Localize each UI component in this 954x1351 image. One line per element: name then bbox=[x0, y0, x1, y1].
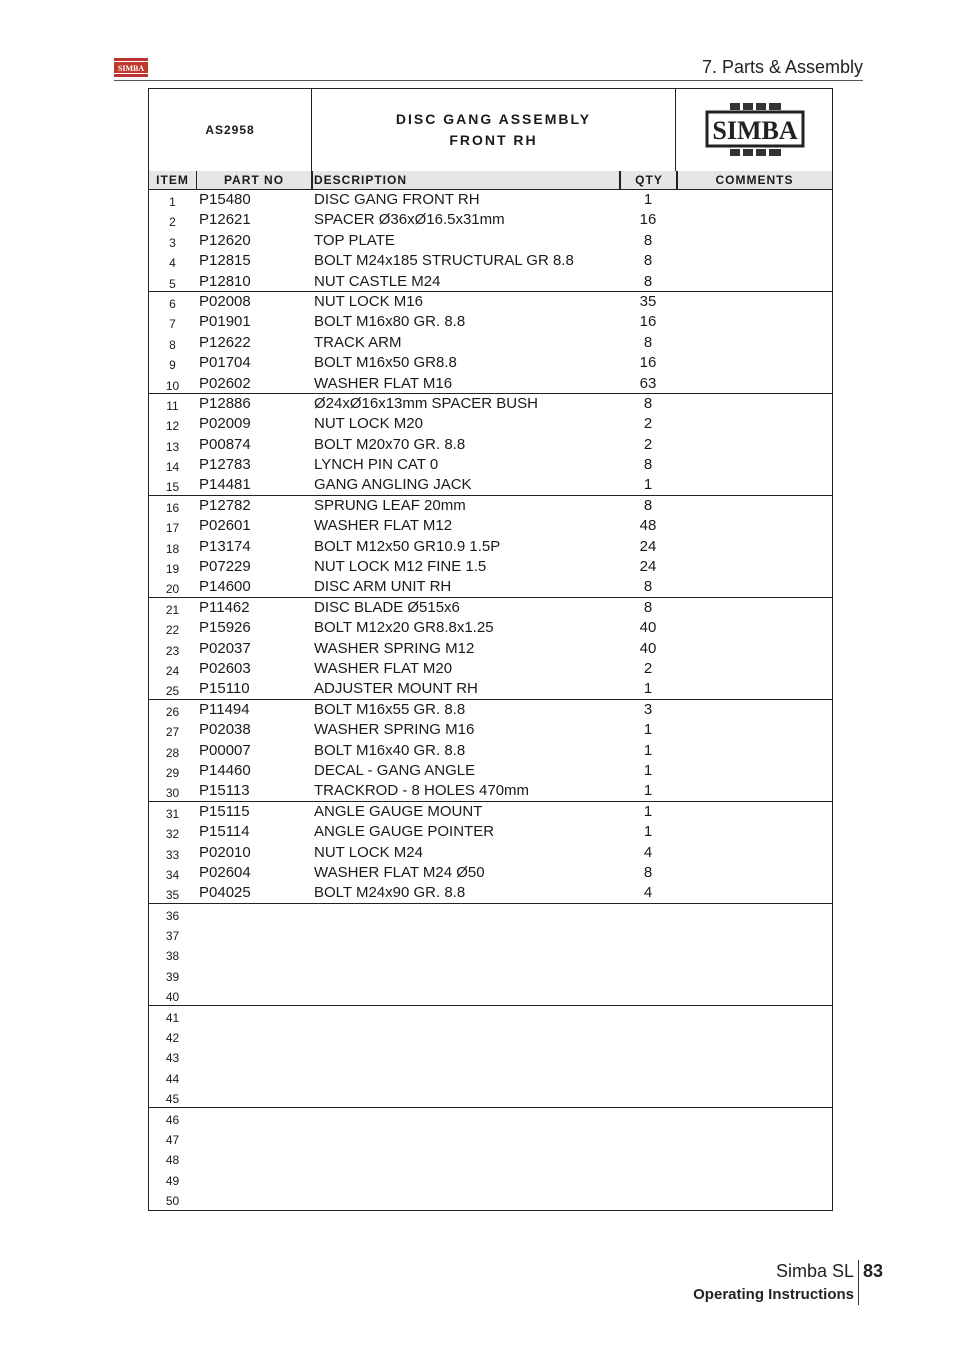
assembly-title-line1: DISC GANG ASSEMBLY bbox=[395, 111, 592, 127]
part-description: BOLT M12x50 GR10.9 1.5P bbox=[314, 537, 501, 555]
item-number: 33 bbox=[165, 847, 180, 862]
parts-sheet bbox=[148, 88, 833, 1211]
item-number: 45 bbox=[165, 1092, 180, 1107]
part-number: P12622 bbox=[199, 333, 251, 351]
part-number: P12815 bbox=[199, 252, 251, 270]
table-row bbox=[149, 904, 832, 924]
footer-divider bbox=[858, 1260, 859, 1305]
table-row bbox=[149, 190, 832, 210]
part-qty: 1 bbox=[643, 721, 653, 739]
header-logo-text: SIMBA bbox=[117, 64, 145, 73]
part-description: TRACK ARM bbox=[314, 333, 402, 351]
part-qty: 1 bbox=[643, 191, 653, 208]
title-block bbox=[149, 89, 832, 172]
table-row bbox=[149, 1169, 832, 1189]
part-number: P02602 bbox=[199, 374, 251, 392]
table-row bbox=[149, 802, 832, 822]
part-qty: 8 bbox=[643, 578, 653, 596]
table-row bbox=[149, 720, 832, 740]
item-number: 2 bbox=[169, 215, 176, 230]
part-number: P14460 bbox=[199, 761, 251, 779]
part-description: SPRUNG LEAF 20mm bbox=[314, 496, 466, 514]
simba-header-logo bbox=[114, 58, 148, 78]
part-qty: 8 bbox=[643, 252, 653, 270]
part-description: BOLT M16x55 GR. 8.8 bbox=[314, 700, 466, 718]
part-number: P02603 bbox=[199, 659, 251, 677]
table-row bbox=[149, 741, 832, 761]
part-description: WASHER FLAT M16 bbox=[314, 374, 453, 392]
part-qty: 24 bbox=[639, 537, 657, 555]
item-number: 32 bbox=[165, 827, 180, 842]
part-qty: 2 bbox=[643, 415, 653, 433]
item-number: 19 bbox=[165, 562, 180, 577]
item-number: 13 bbox=[165, 439, 180, 454]
item-number: 7 bbox=[169, 317, 176, 332]
qty-right-divider bbox=[676, 171, 677, 190]
part-qty: 3 bbox=[643, 700, 653, 718]
part-number: P11462 bbox=[199, 598, 250, 616]
table-row bbox=[149, 761, 832, 781]
item-number: 21 bbox=[165, 602, 180, 617]
item-number: 48 bbox=[165, 1153, 180, 1168]
part-number: P02009 bbox=[199, 415, 251, 433]
part-number: P02601 bbox=[199, 517, 251, 535]
assembly-title-line2: FRONT RH bbox=[449, 132, 538, 148]
part-number: P04025 bbox=[199, 884, 251, 902]
item-number: 1 bbox=[169, 195, 176, 209]
part-qty bbox=[620, 944, 676, 964]
table-row bbox=[149, 985, 832, 1005]
part-description: LYNCH PIN CAT 0 bbox=[314, 456, 439, 474]
table-row bbox=[149, 455, 832, 475]
table-row bbox=[149, 822, 832, 842]
table-row bbox=[149, 659, 832, 679]
part-number: P15115 bbox=[199, 802, 250, 820]
header-qty: QTY bbox=[620, 171, 678, 189]
part-description: BOLT M24x185 STRUCTURAL GR 8.8 bbox=[314, 252, 574, 270]
table-row bbox=[149, 679, 832, 699]
part-qty: 8 bbox=[643, 394, 653, 412]
item-number: 10 bbox=[165, 378, 180, 393]
footer-product-name: Simba SL bbox=[775, 1261, 854, 1281]
section-title: 7. Parts & Assembly bbox=[701, 57, 863, 77]
brand-logo-text: SIMBA bbox=[711, 116, 798, 145]
item-number: 12 bbox=[165, 419, 180, 434]
item-number: 6 bbox=[169, 296, 176, 311]
part-description: NUT LOCK M20 bbox=[314, 415, 423, 433]
part-number: P01901 bbox=[199, 313, 251, 331]
table-row bbox=[149, 475, 832, 495]
item-number: 25 bbox=[165, 684, 180, 699]
part-qty: 2 bbox=[643, 659, 653, 677]
part-description: DISC GANG FRONT RH bbox=[314, 191, 480, 208]
part-qty: 48 bbox=[639, 517, 657, 535]
header-description: DESCRIPTION bbox=[314, 173, 408, 187]
item-number: 14 bbox=[165, 460, 180, 475]
part-qty: 40 bbox=[639, 639, 657, 657]
item-number: 44 bbox=[165, 1071, 180, 1086]
part-description: WASHER FLAT M24 Ø50 bbox=[314, 863, 485, 881]
part-description: NUT LOCK M24 bbox=[314, 843, 423, 861]
item-number: 11 bbox=[166, 398, 179, 413]
part-qty: 1 bbox=[643, 782, 653, 800]
part-number: P11494 bbox=[199, 700, 250, 718]
table-row bbox=[149, 639, 832, 659]
part-qty bbox=[620, 1067, 676, 1087]
part-qty: 4 bbox=[643, 843, 653, 861]
part-description: WASHER FLAT M20 bbox=[314, 659, 453, 677]
part-number: P02038 bbox=[199, 721, 251, 739]
part-number: P15113 bbox=[199, 782, 250, 800]
item-column-divider bbox=[196, 171, 197, 190]
part-qty bbox=[620, 1128, 676, 1148]
item-number: 35 bbox=[165, 888, 180, 903]
part-qty bbox=[620, 1026, 676, 1046]
part-description: WASHER SPRING M12 bbox=[314, 639, 475, 657]
table-row bbox=[149, 883, 832, 903]
table-row bbox=[149, 618, 832, 638]
item-number: 9 bbox=[169, 358, 176, 373]
part-qty bbox=[620, 904, 676, 924]
part-qty: 16 bbox=[639, 313, 657, 331]
table-row bbox=[149, 353, 832, 373]
part-qty: 1 bbox=[643, 761, 653, 779]
item-number: 8 bbox=[169, 337, 176, 352]
table-row bbox=[149, 435, 832, 455]
table-row bbox=[149, 312, 832, 332]
item-number: 16 bbox=[165, 500, 180, 515]
item-number: 40 bbox=[165, 990, 180, 1005]
part-number: P12886 bbox=[199, 394, 251, 412]
part-qty: 1 bbox=[643, 823, 653, 841]
part-qty bbox=[620, 1148, 676, 1168]
table-row bbox=[149, 374, 832, 394]
item-number: 17 bbox=[165, 521, 180, 536]
table-row bbox=[149, 496, 832, 516]
simba-brand-logo bbox=[677, 89, 832, 171]
item-number: 15 bbox=[165, 480, 180, 495]
header-divider bbox=[114, 80, 863, 81]
table-row bbox=[149, 537, 832, 557]
item-number: 30 bbox=[165, 786, 180, 801]
part-qty bbox=[620, 1006, 676, 1026]
part-description: TRACKROD - 8 HOLES 470mm bbox=[314, 782, 530, 800]
table-row bbox=[149, 414, 832, 434]
part-qty: 8 bbox=[643, 598, 653, 616]
assembly-code: AS2958 bbox=[149, 89, 312, 171]
item-number: 41 bbox=[165, 1010, 180, 1025]
part-number: P02008 bbox=[199, 292, 251, 310]
item-number: 24 bbox=[165, 663, 180, 678]
part-qty bbox=[620, 1046, 676, 1066]
table-row bbox=[149, 1148, 832, 1168]
part-qty bbox=[620, 965, 676, 985]
table-row bbox=[149, 924, 832, 944]
part-description: BOLT M16x80 GR. 8.8 bbox=[314, 313, 466, 331]
part-number: P12782 bbox=[199, 496, 251, 514]
part-qty: 40 bbox=[639, 619, 657, 637]
header-comments: COMMENTS bbox=[715, 173, 794, 187]
table-row bbox=[149, 1189, 832, 1209]
table-row bbox=[149, 394, 832, 414]
part-qty: 1 bbox=[643, 802, 653, 820]
part-qty: 8 bbox=[643, 333, 653, 351]
item-number: 50 bbox=[165, 1194, 180, 1209]
part-qty: 8 bbox=[643, 456, 653, 474]
item-number: 5 bbox=[169, 276, 176, 291]
table-row bbox=[149, 1046, 832, 1066]
table-row bbox=[149, 700, 832, 720]
part-description: NUT LOCK M12 FINE 1.5 bbox=[314, 558, 487, 576]
part-qty: 2 bbox=[643, 435, 653, 453]
part-qty: 8 bbox=[643, 231, 653, 249]
item-number: 43 bbox=[165, 1051, 180, 1066]
item-number: 22 bbox=[165, 623, 180, 638]
part-qty: 4 bbox=[643, 884, 653, 902]
column-headers bbox=[149, 171, 832, 190]
part-qty: 1 bbox=[643, 741, 653, 759]
part-description: BOLT M16x40 GR. 8.8 bbox=[314, 741, 466, 759]
part-number: P12810 bbox=[199, 272, 251, 290]
table-row bbox=[149, 272, 832, 292]
part-number: P12783 bbox=[199, 456, 251, 474]
item-number: 20 bbox=[165, 582, 180, 597]
part-number: P12621 bbox=[199, 211, 251, 229]
table-row bbox=[149, 1128, 832, 1148]
table-row bbox=[149, 598, 832, 618]
item-number: 18 bbox=[165, 541, 180, 556]
part-qty bbox=[620, 985, 676, 1005]
part-number: P02604 bbox=[199, 863, 251, 881]
part-description: NUT LOCK M16 bbox=[314, 292, 423, 310]
part-description: NUT CASTLE M24 bbox=[314, 272, 441, 290]
part-description: DISC BLADE Ø515x6 bbox=[314, 598, 460, 616]
part-number: P15926 bbox=[199, 619, 251, 637]
part-number: P02010 bbox=[199, 843, 251, 861]
part-number: P00874 bbox=[199, 435, 251, 453]
table-row bbox=[149, 781, 832, 801]
table-row bbox=[149, 577, 832, 597]
table-row bbox=[149, 1067, 832, 1087]
part-description: BOLT M20x70 GR. 8.8 bbox=[314, 435, 466, 453]
table-row bbox=[149, 1087, 832, 1107]
item-number: 36 bbox=[165, 908, 180, 923]
item-number: 27 bbox=[165, 725, 180, 740]
item-number: 4 bbox=[169, 256, 176, 271]
part-number: P15114 bbox=[199, 823, 250, 841]
qty-left-divider bbox=[619, 171, 620, 190]
part-description: SPACER Ø36xØ16.5x31mm bbox=[314, 211, 505, 229]
part-description: ADJUSTER MOUNT RH bbox=[314, 680, 478, 698]
table-row bbox=[149, 1026, 832, 1046]
page-number: 83 bbox=[863, 1261, 884, 1281]
part-description: DECAL - GANG ANGLE bbox=[314, 761, 476, 779]
table-row bbox=[149, 292, 832, 312]
parts-table-body bbox=[149, 190, 832, 1210]
part-qty: 1 bbox=[643, 680, 653, 698]
part-description: DISC ARM UNIT RH bbox=[314, 578, 452, 596]
part-number: P15110 bbox=[199, 680, 250, 698]
part-description: ANGLE GAUGE MOUNT bbox=[314, 802, 483, 820]
item-number: 46 bbox=[165, 1112, 180, 1127]
part-qty: 35 bbox=[639, 292, 657, 310]
item-number: 29 bbox=[165, 765, 180, 780]
table-row bbox=[149, 231, 832, 251]
table-row bbox=[149, 251, 832, 271]
table-row bbox=[149, 944, 832, 964]
item-number: 3 bbox=[169, 235, 176, 250]
item-number: 42 bbox=[165, 1031, 180, 1046]
part-description: BOLT M12x20 GR8.8x1.25 bbox=[314, 619, 494, 637]
part-qty bbox=[620, 1108, 676, 1128]
table-row bbox=[149, 210, 832, 230]
part-column-divider bbox=[312, 171, 313, 190]
table-row bbox=[149, 965, 832, 985]
part-number: P14600 bbox=[199, 578, 251, 596]
item-number: 47 bbox=[165, 1132, 180, 1147]
part-number: P12620 bbox=[199, 231, 251, 249]
part-qty bbox=[620, 924, 676, 944]
header-part-no: PART NO bbox=[197, 171, 312, 189]
part-description: WASHER FLAT M12 bbox=[314, 517, 453, 535]
table-row bbox=[149, 557, 832, 577]
part-qty bbox=[620, 1189, 676, 1209]
part-qty: 8 bbox=[643, 863, 653, 881]
table-row bbox=[149, 516, 832, 536]
item-number: 39 bbox=[165, 969, 180, 984]
item-number: 28 bbox=[165, 745, 180, 760]
part-number: P02037 bbox=[199, 639, 251, 657]
table-row bbox=[149, 863, 832, 883]
part-qty: 16 bbox=[639, 354, 657, 372]
part-description: Ø24xØ16x13mm SPACER BUSH bbox=[314, 394, 538, 412]
item-number: 23 bbox=[165, 643, 180, 658]
part-number: P14481 bbox=[199, 476, 251, 494]
item-number: 26 bbox=[165, 704, 180, 719]
part-qty: 8 bbox=[643, 272, 653, 290]
part-qty: 8 bbox=[643, 496, 653, 514]
footer-subtitle: Operating Instructions bbox=[693, 1286, 854, 1303]
item-number: 31 bbox=[165, 806, 180, 821]
part-qty: 1 bbox=[643, 476, 653, 494]
part-qty: 63 bbox=[639, 374, 657, 392]
table-row bbox=[149, 843, 832, 863]
part-number: P15480 bbox=[199, 191, 251, 208]
part-qty: 24 bbox=[639, 558, 657, 576]
item-number: 37 bbox=[165, 929, 180, 944]
item-number: 34 bbox=[165, 867, 180, 882]
part-description: BOLT M16x50 GR8.8 bbox=[314, 354, 457, 372]
part-qty: 16 bbox=[639, 211, 657, 229]
assembly-title bbox=[312, 89, 676, 171]
part-qty bbox=[620, 1169, 676, 1189]
part-number: P07229 bbox=[199, 558, 251, 576]
part-qty bbox=[620, 1087, 676, 1107]
part-number: P00007 bbox=[199, 741, 251, 759]
header-item: ITEM bbox=[149, 171, 197, 189]
part-number: P13174 bbox=[199, 537, 251, 555]
part-description: WASHER SPRING M16 bbox=[314, 721, 475, 739]
table-row bbox=[149, 333, 832, 353]
part-description: BOLT M24x90 GR. 8.8 bbox=[314, 884, 466, 902]
item-number: 49 bbox=[165, 1173, 180, 1188]
part-description: ANGLE GAUGE POINTER bbox=[314, 823, 495, 841]
part-description: GANG ANGLING JACK bbox=[314, 476, 472, 494]
part-description: TOP PLATE bbox=[314, 231, 395, 249]
table-row bbox=[149, 1108, 832, 1128]
item-number: 38 bbox=[165, 949, 180, 964]
part-number: P01704 bbox=[199, 354, 251, 372]
table-row bbox=[149, 1006, 832, 1026]
